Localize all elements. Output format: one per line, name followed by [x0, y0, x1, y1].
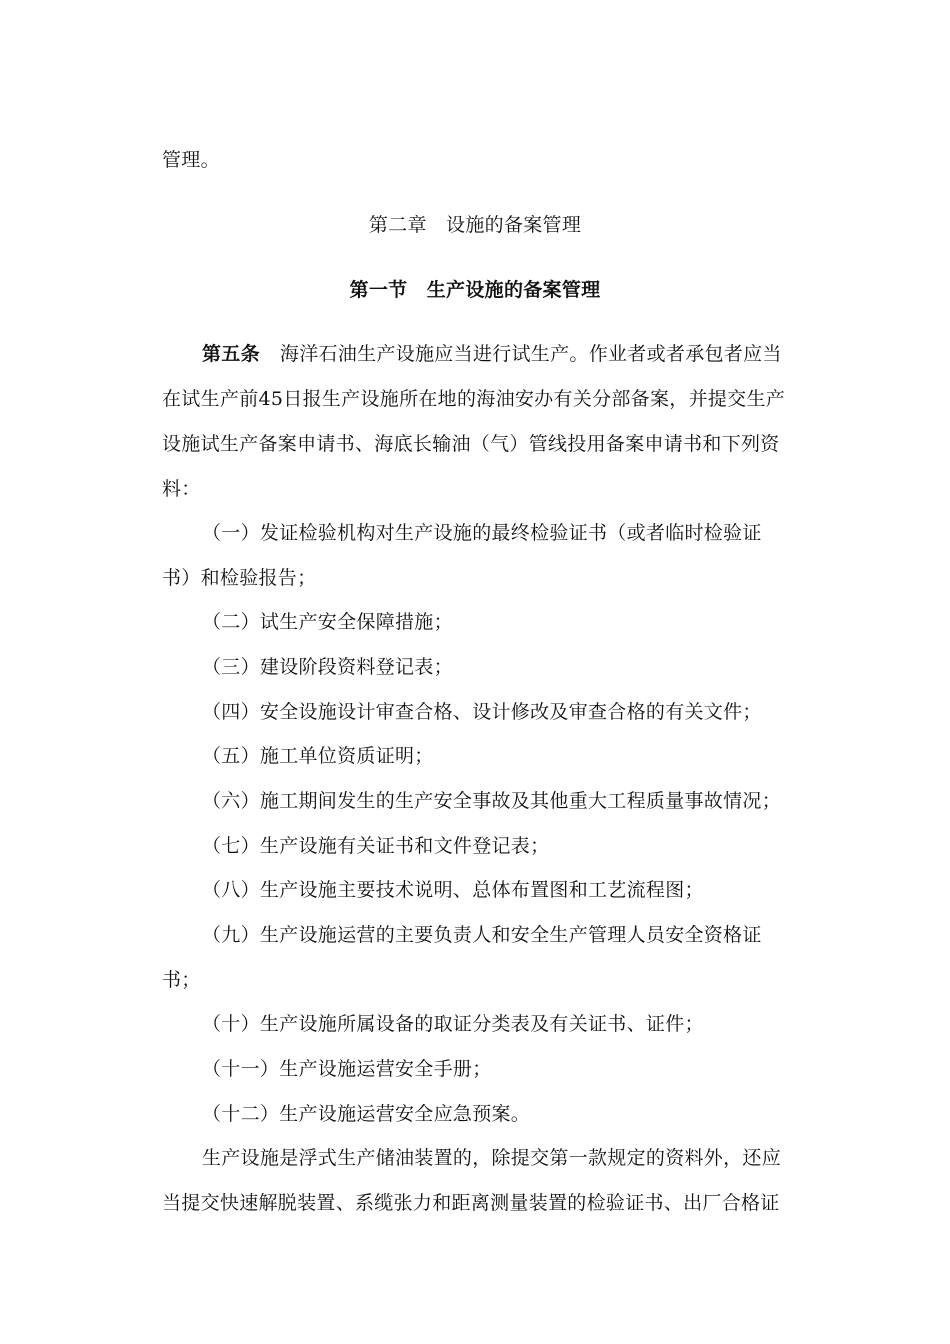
- article-text-line: 设施试生产备案申请书、海底长输油（气）管线投用备案申请书和下列资: [162, 433, 780, 455]
- list-item: （十）生产设施所属设备的取证分类表及有关证书、证件；: [202, 1013, 704, 1035]
- chapter-title: 第二章 设施的备案管理: [368, 214, 582, 236]
- article-first-line: [202, 342, 782, 366]
- list-item-continuation: 书；: [162, 969, 201, 991]
- list-item: （七）生产设施有关证书和文件登记表；: [202, 835, 550, 857]
- list-item: （十二）生产设施运营安全应急预案。: [202, 1103, 531, 1125]
- list-item: （一）发证检验机构对生产设施的最终检验证书（或者临时检验证: [202, 522, 762, 544]
- article-text-line: 料：: [162, 478, 201, 500]
- list-item: （十一）生产设施运营安全手册；: [202, 1058, 492, 1080]
- paragraph-line: 当提交快速解脱装置、系缆张力和距离测量装置的检验证书、出厂合格证: [162, 1192, 780, 1214]
- section-title: 第一节 生产设施的备案管理: [349, 279, 601, 301]
- article-label: 第五条: [202, 343, 260, 365]
- list-item: （五）施工单位资质证明；: [202, 745, 434, 767]
- article-text-line: 在试生产前45日报生产设施所在地的海油安办有关分部备案，并提交生产: [162, 388, 786, 410]
- previous-paragraph-end: 管理。: [162, 149, 220, 171]
- list-item: （三）建设阶段资料登记表；: [202, 656, 453, 678]
- article-text-line: 海洋石油生产设施应当进行试生产。作业者或者承包者应当: [279, 343, 782, 365]
- paragraph-line: 生产设施是浮式生产储油装置的，除提交第一款规定的资料外，还应: [202, 1147, 782, 1169]
- list-item: （四）安全设施设计审查合格、设计修改及审查合格的有关文件；: [202, 701, 762, 723]
- list-item: （九）生产设施运营的主要负责人和安全生产管理人员安全资格证: [202, 924, 762, 946]
- list-item: （八）生产设施主要技术说明、总体布置图和工艺流程图；: [202, 879, 704, 901]
- list-item: （六）施工期间发生的生产安全事故及其他重大工程质量事故情况；: [202, 790, 782, 812]
- list-item: （二）试生产安全保障措施；: [202, 611, 453, 633]
- list-item-continuation: 书）和检验报告；: [162, 567, 317, 589]
